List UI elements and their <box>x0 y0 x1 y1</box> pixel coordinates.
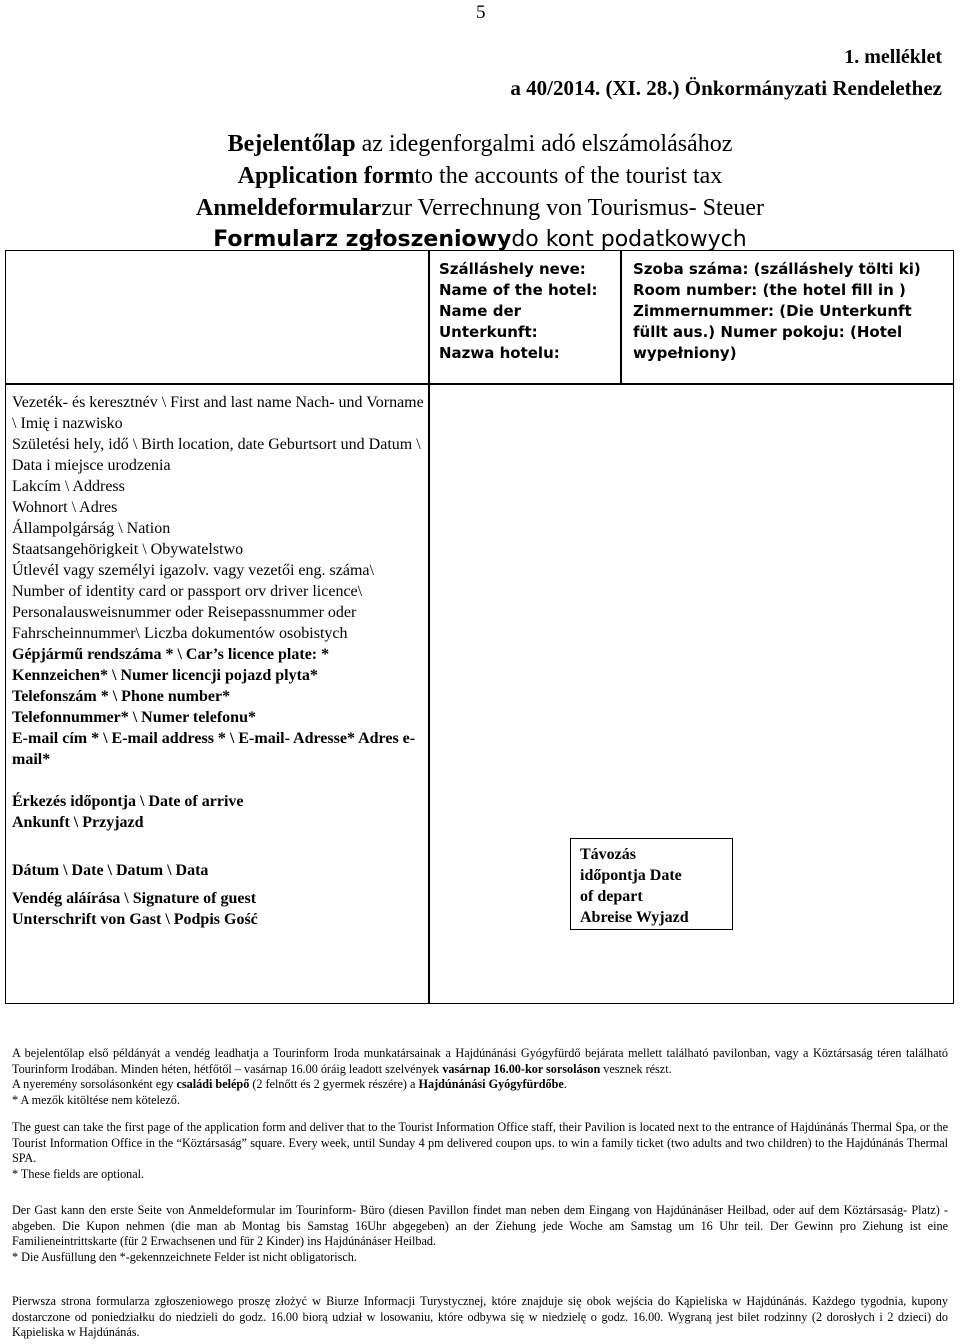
form-titles <box>0 128 960 256</box>
label-name: Vezeték- és keresztnév \ First and last name Nach- und Vorname \ Imię i nazwisko <box>12 394 424 432</box>
label-phone-2: Telefonnummer* \ Numer telefonu* <box>12 709 256 726</box>
notes-polish: Pierwsza strona formularza zgłoszeniowego proszę złożyć w Biurze Informacji Turystycznej, które znajduje się obok wejścia do Kąpieliska w Hajdúnánás. Każdego tygodnia, kupony dostarczone od poniedziałku do niedzieli do godz. 16.00 biorą udział w losowaniu, które odbywa się w niedzielę o godz. 16.00. Wygraną jest bilet rodzinny (2 dorosłych i 2 dzieci) do Kąpieliska w Hajdúnánás. <box>12 1294 948 1340</box>
notes-german: Der Gast kann den erste Seite von Anmeldeformular im Tourinform- Büro (diesen Pavillon findet man neben dem Eingang von Hajdúnánáser Heilbad, oder auf dem Köztársaság- Platz) - abgeben. Die Kupon nehmen (die man ab Montag bis Samstag 16Uhr abgegeben) an der Ziehung jede Woche am Samstag um 16 Uhr teil. Der Gewinn pro Ziehung ist eine Familieneintrittskarte (für 2 Erwachsenen und für 2 Kinder) ins Hajdúnánáser Heilbad. * Die Ausfüllung den *-gekennzeichnete Felder ist nicht obligatorisch. <box>12 1203 948 1264</box>
title-pl: Formularz zgłoszeniowydo kont podatkowych <box>213 227 747 252</box>
label-document: Útlevél vagy személyi igazolv. vagy vezetői eng. száma\ Number of identity card or passport orv driver licence\ Personalausweisnummer oder Reisepassnummer oder Fahrscheinnummer\ Liczba dokumentów osobistych <box>12 562 374 642</box>
title-de: Anmeldeformularzur Verrechnung von Tourismus- Steuer <box>196 195 764 221</box>
blank-area-box <box>5 250 429 384</box>
label-car-plate: Gépjármű rendszáma * \ Car’s licence plate: * Kennzeichen* \ Numer licencji pojazd plyta* <box>12 646 330 684</box>
title-hu: Bejelentőlap az idegenforgalmi adó elszámolásához <box>227 131 733 157</box>
label-arrival: Érkezés időpontja \ Date of arrive <box>12 793 244 810</box>
guest-field-labels <box>12 392 424 930</box>
decree-reference: a 40/2014. (XI. 28.) Önkormányzati Rendelethez <box>510 76 942 100</box>
title-en: Application formto the accounts of the tourist tax <box>237 163 723 189</box>
label-arrival-2: Ankunft \ Przyjazd <box>12 814 144 831</box>
label-nationality-2: Staatsangehörigkeit \ Obywatelstwo <box>12 541 244 558</box>
room-number-label: Szoba száma: (szálláshely tölti ki) Room number: (the hotel fill in ) Zimmernummer: (Die Unterkunft füllt aus.) Numer pokoju: (Hotel wypełniony) <box>633 260 921 362</box>
departure-label: Távozás időpontja Date of depart Abreise Wyjazd <box>580 846 689 926</box>
label-date: Dátum \ Date \ Datum \ Data <box>12 862 209 879</box>
hotel-name-label: Szálláshely neve: Name of the hotel: Name der Unterkunft: Nazwa hotelu: <box>439 260 598 362</box>
label-phone: Telefonszám * \ Phone number* <box>12 688 231 705</box>
page-number: 5 <box>476 2 486 23</box>
label-nationality: Állampolgárság \ Nation <box>12 520 171 537</box>
annex-label: 1. melléklet <box>844 46 942 68</box>
label-email: E-mail cím * \ E-mail address * \ E-mail- Adresse* Adres e-mail* <box>12 730 416 768</box>
label-address-2: Wohnort \ Adres <box>12 499 118 516</box>
label-signature: Vendég aláírása \ Signature of guest <box>12 890 257 907</box>
label-signature-2: Unterschrift von Gast \ Podpis Gość <box>12 911 258 928</box>
label-birth: Születési hely, idő \ Birth location, date Geburtsort und Datum \ Data i miejsce urodzenia <box>12 436 421 474</box>
notes-english: The guest can take the first page of the application form and deliver that to the Tourist Information Office staff, their Pavilion is located next to the entrance of Hajdúnánás Thermal Spa, or the Tourist Information Office in the “Köztársaság” square. Every week, until Sunday 4 pm delivered coupon ups. to win a family ticket (two adults and two children) to the Hajdúnánás Thermal SPA. * These fields are optional. <box>12 1120 948 1181</box>
label-address: Lakcím \ Address <box>12 478 125 495</box>
notes-hungarian: A bejelentőlap első példányát a vendég leadhatja a Tourinform Iroda munkatársainak a Hajdúnánási Gyógyfürdő bejárata mellett található pavilonban, vagy a Köztársaság téren található Tourinform Irodában. Minden héten, hétfőtől – vasárnap 16.00 óráig leadott szelvények vasárnap 16.00-kor sorsoláson vesznek részt. A nyeremény sorsolásonként egy családi belépő (2 felnőtt és 2 gyermek részére) a Hajdúnánási Gyógyfürdőbe. * A mezők kitöltése nem kötelező. <box>12 1046 948 1107</box>
